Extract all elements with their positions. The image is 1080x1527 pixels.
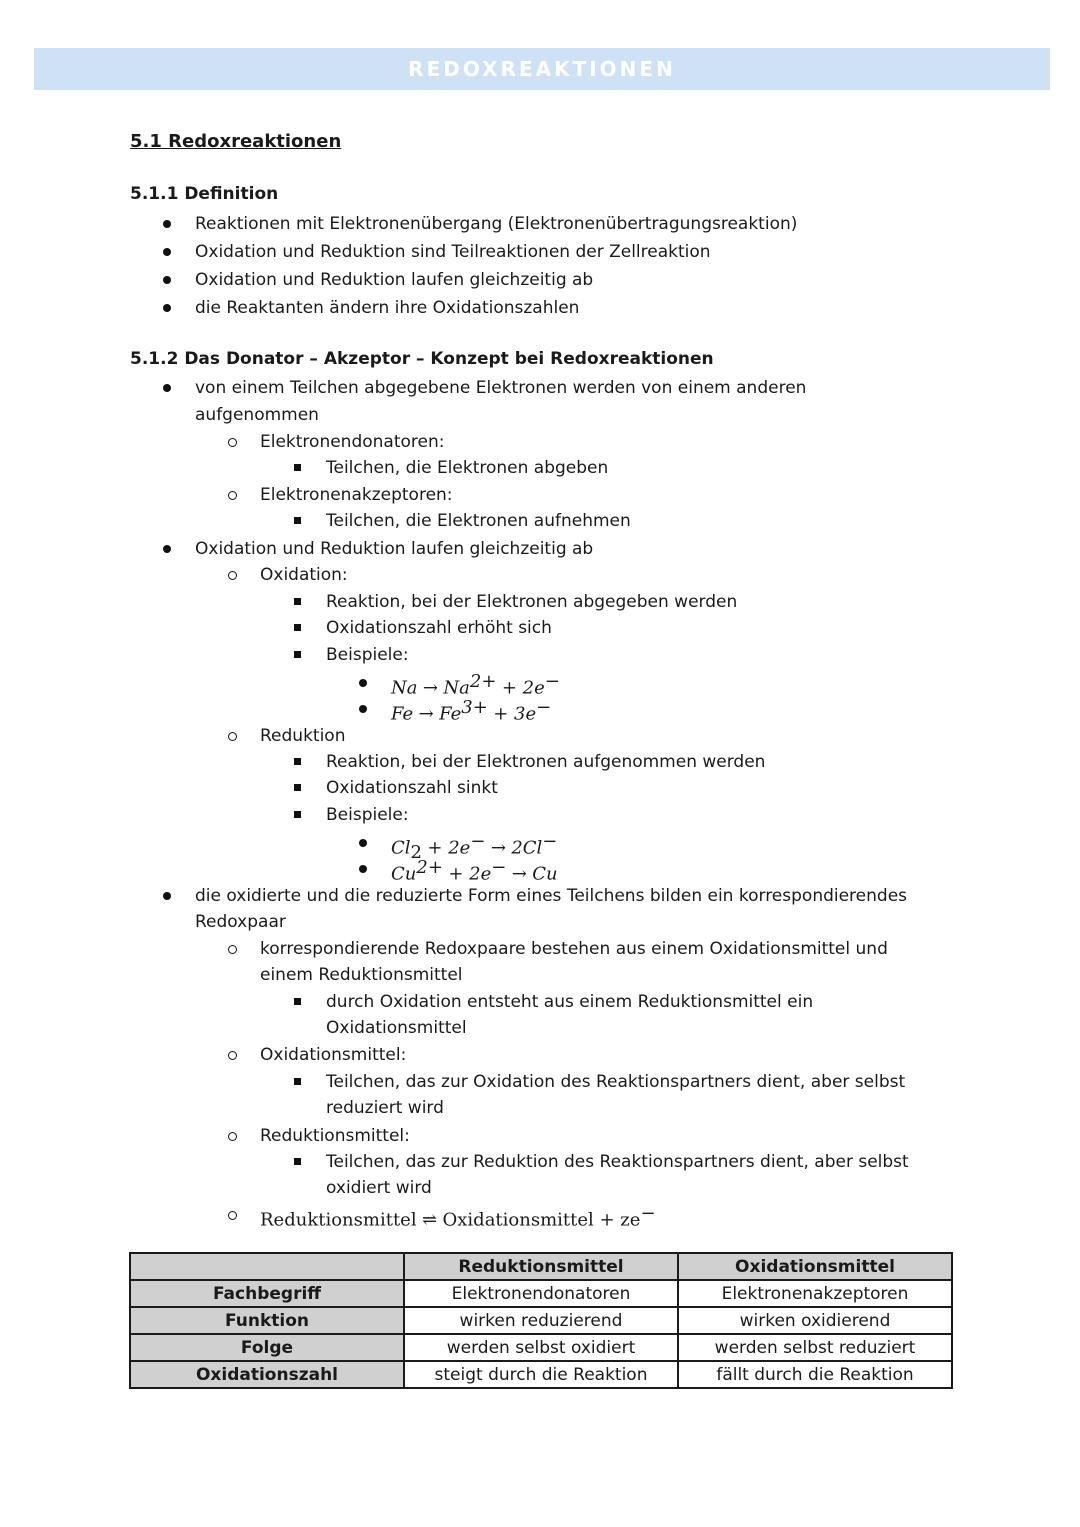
bullet-icon (163, 220, 171, 228)
list-item-cont: reduziert wird (326, 1098, 444, 1118)
list-item: Oxidation und Reduktion laufen gleichzeitig ab (195, 539, 594, 559)
list-item: Teilchen, das zur Reduktion des Reaktionspartners dient, aber selbst (326, 1152, 909, 1172)
table-header-cell: Reduktionsmittel (404, 1253, 678, 1280)
table-cell: fällt durch die Reaktion (678, 1361, 952, 1388)
bullet-icon (163, 276, 171, 284)
comparison-table (129, 1252, 953, 1389)
list-item: Reaktion, bei der Elektronen abgegeben werden (326, 592, 738, 612)
table-row (130, 1280, 952, 1307)
list-item: die Reaktanten ändern ihre Oxidationszahlen (195, 298, 580, 318)
heading-donator-akzeptor: 5.1.2 Das Donator – Akzeptor – Konzept bei Redoxreaktionen (130, 349, 714, 369)
list-item: Oxidation und Reduktion laufen gleichzeitig ab (195, 270, 594, 290)
equation: $Cu^{2+} + 2e^- \to Cu$ (391, 857, 558, 885)
list-item: von einem Teilchen abgegebene Elektronen werden von einem anderen (195, 378, 807, 398)
table-row (130, 1334, 952, 1361)
table-header-row (130, 1253, 952, 1280)
list-item-cont: Oxidationsmittel (326, 1018, 467, 1038)
table-row-label: Oxidationszahl (130, 1361, 404, 1388)
list-item: Reaktion, bei der Elektronen aufgenommen werden (326, 752, 766, 772)
equation: $Na \to Na^{2+} + 2e^-$ (391, 671, 560, 699)
list-item: Teilchen, die Elektronen aufnehmen (326, 511, 631, 531)
list-item: Beispiele: (326, 645, 409, 665)
bullet-icon (163, 545, 171, 553)
table-cell: wirken oxidierend (678, 1307, 952, 1334)
list-item-cont: aufgenommen (195, 405, 319, 425)
square-bullet-icon (294, 784, 301, 791)
page-banner: REDOXREAKTIONEN (34, 48, 1050, 90)
list-item: Oxidation und Reduktion sind Teilreaktionen der Zellreaktion (195, 242, 711, 262)
ring-bullet-icon (228, 1211, 237, 1220)
ring-bullet-icon (228, 571, 237, 580)
square-bullet-icon (294, 598, 301, 605)
list-item-cont: oxidiert wird (326, 1178, 432, 1198)
bullet-icon (163, 384, 171, 392)
list-item: korrespondierende Redoxpaare bestehen aus einem Oxidationsmittel und (260, 939, 888, 959)
list-item-cont: einem Reduktionsmittel (260, 965, 463, 985)
list-item: Reaktionen mit Elektronenübergang (Elektronenübertragungsreaktion) (195, 214, 798, 234)
bullet-icon (163, 892, 171, 900)
list-item: Oxidationsmittel: (260, 1045, 407, 1065)
ring-bullet-icon (228, 491, 237, 500)
bullet-icon (359, 865, 367, 873)
table-row (130, 1307, 952, 1334)
square-bullet-icon (294, 651, 301, 658)
square-bullet-icon (294, 624, 301, 631)
square-bullet-icon (294, 758, 301, 765)
ring-bullet-icon (228, 1051, 237, 1060)
table-row-label: Folge (130, 1334, 404, 1361)
bullet-icon (359, 679, 367, 687)
table-header-cell: Oxidationsmittel (678, 1253, 952, 1280)
ring-bullet-icon (228, 438, 237, 447)
list-item-cont: Redoxpaar (195, 912, 286, 932)
table-cell: Elektronenakzeptoren (678, 1280, 952, 1307)
bullet-icon (359, 839, 367, 847)
bullet-icon (163, 304, 171, 312)
list-item: Beispiele: (326, 805, 409, 825)
square-bullet-icon (294, 1158, 301, 1165)
list-item: Oxidation: (260, 565, 348, 585)
list-item: Reduktionsmittel: (260, 1126, 410, 1146)
heading-definition: 5.1.1 Definition (130, 184, 279, 204)
table-row-label: Funktion (130, 1307, 404, 1334)
table-row-label: Fachbegriff (130, 1280, 404, 1307)
equation: $Fe \to Fe^{3+} + 3e^-$ (391, 697, 552, 725)
equation: Reduktionsmittel ⇌ Oxidationsmittel + ze− (260, 1203, 656, 1231)
list-item: Elektronendonatoren: (260, 432, 445, 452)
table-cell: wirken reduzierend (404, 1307, 678, 1334)
table-header-cell (130, 1253, 404, 1280)
table-cell: Elektronendonatoren (404, 1280, 678, 1307)
list-item: die oxidierte und die reduzierte Form eines Teilchens bilden ein korrespondierendes (195, 886, 908, 906)
list-item: Reduktion (260, 726, 346, 746)
table-cell: werden selbst oxidiert (404, 1334, 678, 1361)
bullet-icon (359, 705, 367, 713)
ring-bullet-icon (228, 945, 237, 954)
square-bullet-icon (294, 998, 301, 1005)
list-item: durch Oxidation entsteht aus einem Reduktionsmittel ein (326, 992, 814, 1012)
square-bullet-icon (294, 464, 301, 471)
table-cell: steigt durch die Reaktion (404, 1361, 678, 1388)
ring-bullet-icon (228, 732, 237, 741)
list-item: Elektronenakzeptoren: (260, 485, 453, 505)
equation: $Cl_2 + 2e^- \to 2Cl^-$ (391, 831, 558, 864)
table-row (130, 1361, 952, 1388)
bullet-icon (163, 248, 171, 256)
ring-bullet-icon (228, 1132, 237, 1141)
square-bullet-icon (294, 517, 301, 524)
list-item: Oxidationszahl sinkt (326, 778, 498, 798)
square-bullet-icon (294, 1078, 301, 1085)
list-item: Oxidationszahl erhöht sich (326, 618, 552, 638)
table-cell: werden selbst reduziert (678, 1334, 952, 1361)
section-title: 5.1 Redoxreaktionen (130, 131, 342, 152)
square-bullet-icon (294, 811, 301, 818)
list-item: Teilchen, die Elektronen abgeben (326, 458, 609, 478)
list-item: Teilchen, das zur Oxidation des Reaktionspartners dient, aber selbst (326, 1072, 906, 1092)
